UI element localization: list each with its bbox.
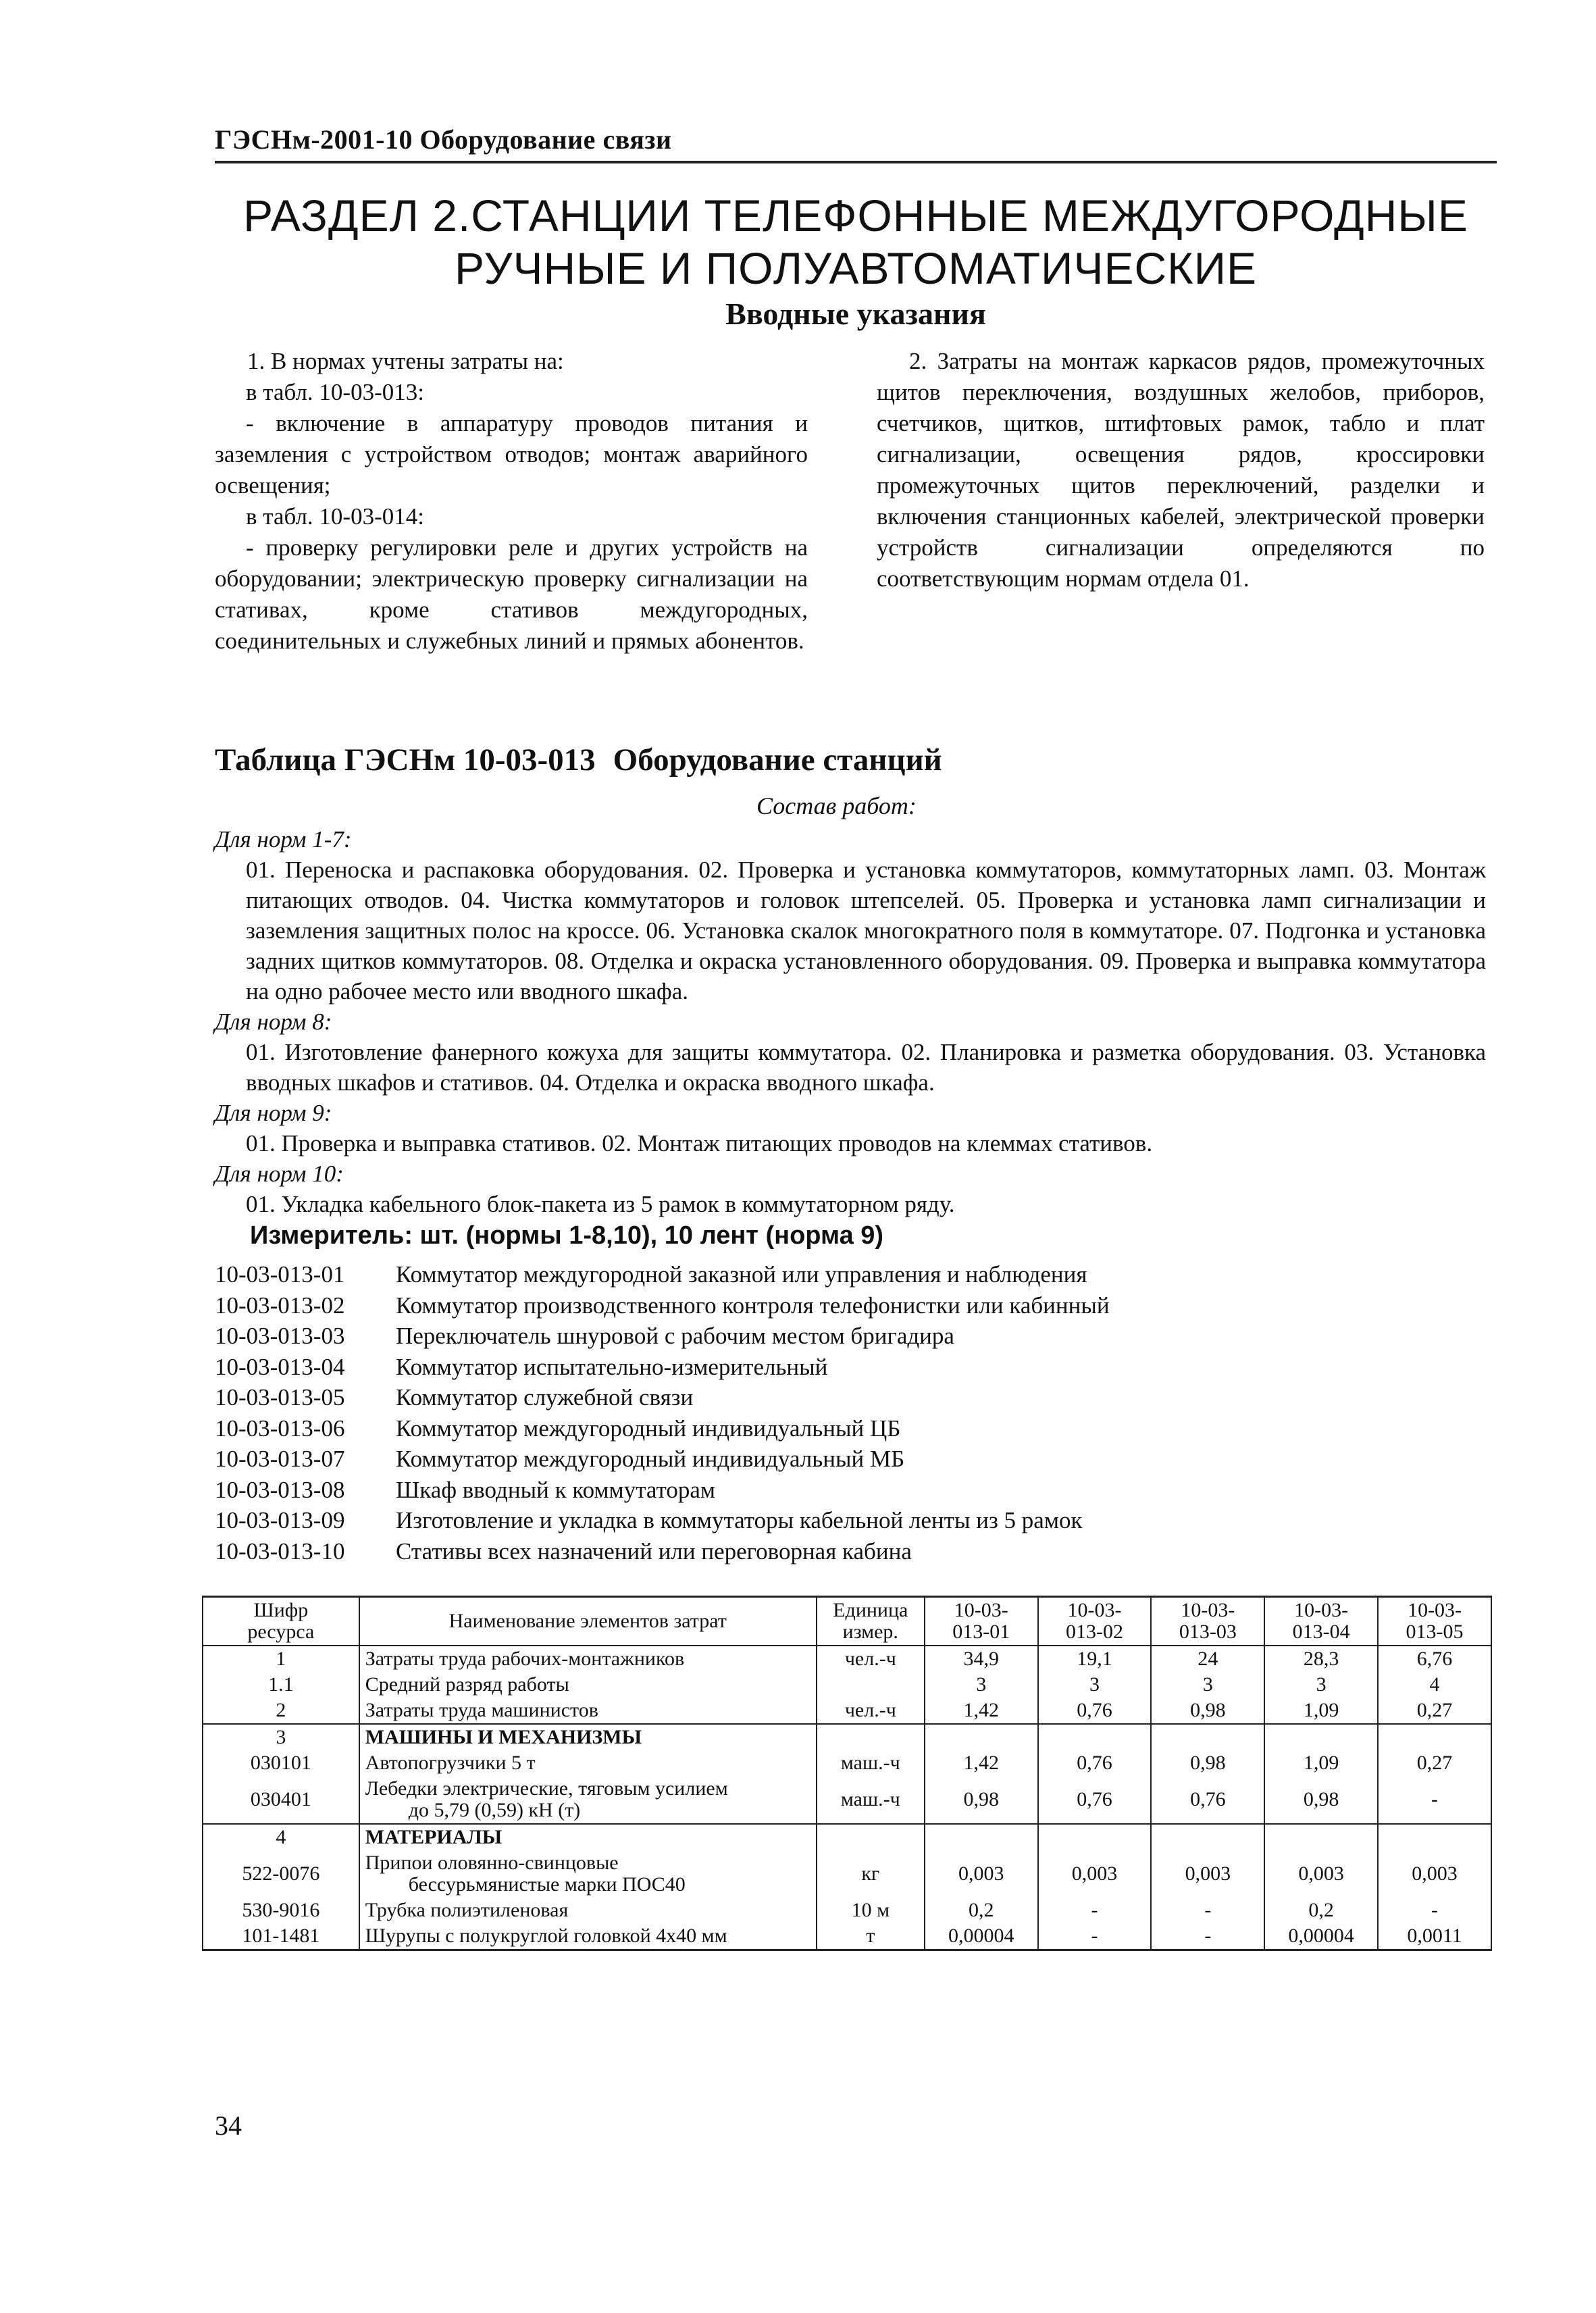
table-row: 101-1481 Шурупы с полукруглой головкой 4х40 мм т 0,00004 - - 0,00004 0,0011 [203, 1923, 1491, 1950]
list-item [215, 1321, 1486, 1352]
norms-group-label: Для норм 1-7: [215, 826, 352, 853]
norms-list [215, 1259, 1486, 1567]
section-title-line-1: РАЗДЕЛ 2.СТАНЦИИ ТЕЛЕФОННЫЕ МЕЖДУГОРОДНЫЕ [243, 190, 1468, 240]
table-header-row [203, 1597, 1491, 1646]
works-list [215, 824, 1486, 1219]
running-header: ГЭСНм-2001-10 Оборудование связи [215, 124, 1497, 163]
table-row: 2 Затраты труда машинистов чел.-ч 1,42 0,76 0,98 1,09 0,27 [203, 1698, 1491, 1724]
norm-code: 10-03-013-08 [215, 1476, 345, 1503]
works-description: 01. Переноска и распаковка оборудования. 02. Проверка и установка коммутаторов, коммутаторных ламп. 03. Монтаж питающих отводов. 04. Чистка коммутаторов и головок штепселей. 05. Проверка и установка ламп сигнализации и заземления защитных полос на кроссе. 06. Установка скалок многократного поля в коммутаторе. 07. Подгонка и установка задних щитков коммутаторов. 08. Отделка и окраска установленного оборудования. 09. Проверка и выправка коммутатора на одно рабочее место или вводного шкафа. [246, 857, 1486, 1005]
table-row: 530-9016 Трубка полиэтиленовая 10 м 0,2 - - 0,2 - [203, 1898, 1491, 1923]
norm-name: Коммутатор междугородной заказной или управления и наблюдения [396, 1261, 1087, 1288]
intro-left-column [215, 346, 808, 657]
intro-paragraph: 1. В нормах учтены затраты на: [247, 348, 564, 374]
table-title [215, 742, 1497, 778]
norms-group-label: Для норм 9: [215, 1100, 332, 1126]
list-item [215, 1259, 1486, 1290]
page-number: 34 [215, 2110, 242, 2141]
norm-name: Стативы всех назначений или переговорная кабина [396, 1537, 912, 1565]
resource-table [202, 1596, 1492, 1951]
norms-group-label: Для норм 8: [215, 1009, 332, 1035]
norm-name: Изготовление и укладка в коммутаторы кабельной ленты из 5 рамок [396, 1507, 1083, 1533]
norm-name: Коммутатор служебной связи [396, 1384, 694, 1410]
intro-heading: Вводные указания [725, 297, 986, 331]
norm-code: 10-03-013-03 [215, 1323, 345, 1349]
norm-code: 10-03-013-05 [215, 1384, 345, 1410]
table-row: 522-0076 Припои оловянно-свинцовые бессурьмянистые марки ПОС40 кг 0,003 0,003 0,003 0,003 0,003 [203, 1850, 1491, 1898]
table-code: Таблица ГЭСНм 10-03-013 [215, 742, 596, 778]
norm-code: 10-03-013-10 [215, 1537, 345, 1565]
norm-code: 10-03-013-06 [215, 1415, 345, 1442]
norms-group-label: Для норм 10: [215, 1161, 344, 1187]
section-title-line-2: РУЧНЫЕ И ПОЛУАВТОМАТИЧЕСКИЕ [454, 243, 1258, 293]
intro-paragraph: в табл. 10-03-014: [246, 503, 424, 530]
table-row: 030401 Лебедки электрические, тяговым усилием до 5,79 (0,59) кН (т) маш.-ч 0,98 0,76 0,76 0,98 - [203, 1776, 1491, 1824]
table-row: 1.1 Средний разряд работы 3 3 3 3 4 [203, 1672, 1491, 1698]
header-norm-col: 10-03- 013-05 [1378, 1597, 1491, 1646]
intro-paragraph: - проверку регулировки реле и других устройств на оборудовании; электрическую проверку сигнализации на стативах, кроме стативов междугородных, соединительных и служебных линий и прямых абонентов. [215, 534, 808, 654]
works-description: 01. Изготовление фанерного кожуха для защиты коммутатора. 02. Планировка и разметка оборудования. 03. Установка вводных шкафов и стативов. 04. Отделка и окраска вводного шкафа. [246, 1039, 1486, 1096]
list-item [215, 1444, 1486, 1475]
norm-name: Коммутатор производственного контроля телефонистки или кабинный [396, 1292, 1110, 1319]
list-item [215, 1536, 1486, 1567]
intro-paragraph: 2. Затраты на монтаж каркасов рядов, промежуточных щитов переключения, воздушных желобов, приборов, счетчиков, щитков, штифтовых рамок, табло и плат сигнализации, освещения рядов, кроссировки промежуточных щитов переключений, разделки и включения станционных кабелей, электрической проверки устройств сигнализации определяются по соответствующим нормам отдела 01. [877, 348, 1485, 592]
table-name: Оборудование станций [613, 742, 942, 778]
list-item [215, 1290, 1486, 1321]
table-row: 1 Затраты труда рабочих-монтажников чел.-ч 34,9 19,1 24 28,3 6,76 [203, 1646, 1491, 1672]
works-description: 01. Проверка и выправка стативов. 02. Монтаж питающих проводов на клеммах стативов. [246, 1130, 1153, 1156]
header-name: Наименование элементов затрат [359, 1597, 817, 1646]
list-item [215, 1475, 1486, 1506]
intro-right-column [877, 346, 1485, 594]
header-norm-col: 10-03- 013-03 [1151, 1597, 1264, 1646]
header-norm-col: 10-03- 013-01 [925, 1597, 1038, 1646]
norm-name: Коммутатор междугородный индивидуальный ЦБ [396, 1415, 901, 1442]
header-code: Шифр ресурса [203, 1597, 359, 1646]
norm-code: 10-03-013-01 [215, 1261, 345, 1288]
table-row: 030101 Автопогрузчики 5 т маш.-ч 1,42 0,76 0,98 1,09 0,27 [203, 1750, 1491, 1776]
norm-code: 10-03-013-04 [215, 1353, 345, 1380]
list-item [215, 1413, 1486, 1444]
norm-code: 10-03-013-02 [215, 1292, 345, 1319]
list-item [215, 1352, 1486, 1383]
table-group-row: 3 МАШИНЫ И МЕХАНИЗМЫ [203, 1724, 1491, 1750]
table-group-row: 4 МАТЕРИАЛЫ [203, 1824, 1491, 1850]
header-norm-col: 10-03- 013-02 [1038, 1597, 1152, 1646]
norm-name: Коммутатор междугородный индивидуальный МБ [396, 1446, 905, 1472]
intro-paragraph: - включение в аппаратуру проводов питания и заземления с устройством отводов; монтаж аварийного освещения; [215, 410, 808, 499]
section-title [215, 189, 1497, 295]
norm-name: Шкаф вводный к коммутаторам [396, 1476, 716, 1503]
norm-code: 10-03-013-07 [215, 1446, 345, 1472]
list-item [215, 1382, 1486, 1413]
header-norm-col: 10-03- 013-04 [1264, 1597, 1378, 1646]
list-item [215, 1505, 1486, 1536]
norm-code: 10-03-013-09 [215, 1507, 345, 1533]
works-description: 01. Укладка кабельного блок-пакета из 5 рамок в коммутаторном ряду. [246, 1191, 955, 1217]
composition-heading: Состав работ: [756, 792, 917, 819]
header-unit: Единица измер. [817, 1597, 925, 1646]
intro-paragraph: в табл. 10-03-013: [246, 379, 424, 405]
norm-name: Коммутатор испытательно-измерительный [396, 1353, 828, 1380]
norm-name: Переключатель шнуровой с рабочим местом бригадира [396, 1323, 954, 1349]
measure-unit: Измеритель: шт. (нормы 1-8,10), 10 лент (норма 9) [250, 1221, 884, 1250]
